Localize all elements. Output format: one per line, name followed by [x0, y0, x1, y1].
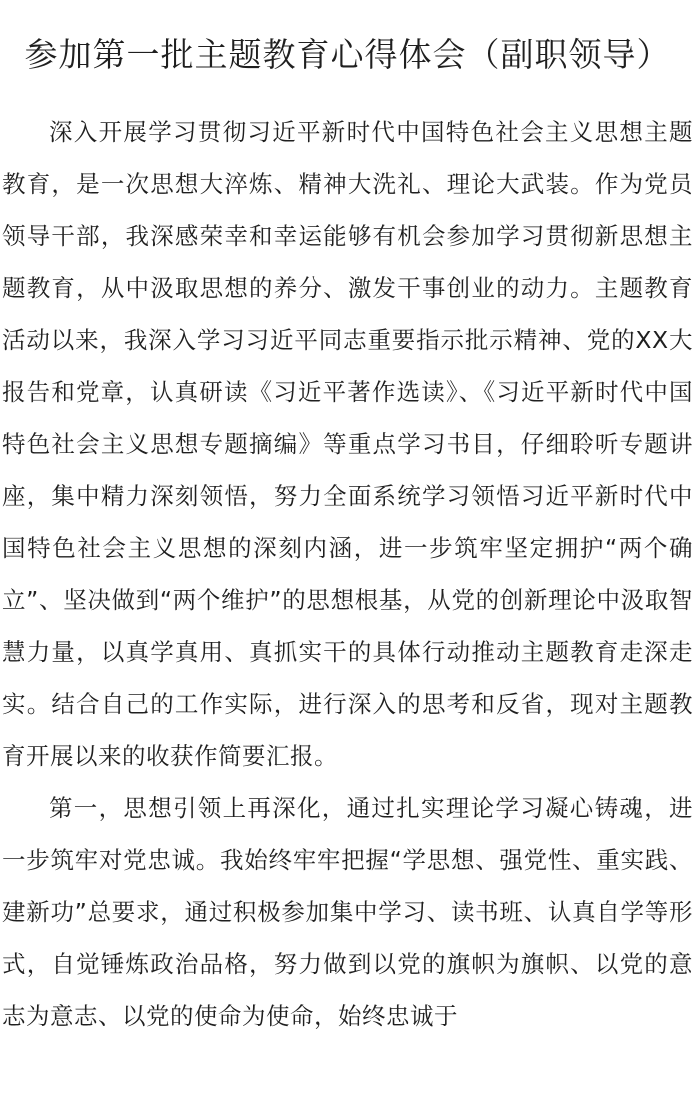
paragraph-first-point: 第一，思想引领上再深化，通过扎实理论学习凝心铸魂，进一步筑牢对党忠诚。我始终牢牢把握“学思想、强党性、重实践、建新功”总要求，通过积极参加集中学习、读书班、认真自学等形式，自觉锤炼政治品格，努力做到以党的旗帜为旗帜、以党的意志为意志、以党的使命为使命，始终忠诚于 — [2, 794, 693, 1030]
document-title: 参加第一批主题教育心得体会（副职领导） — [24, 35, 671, 74]
paragraph-intro: 深入开展学习贯彻习近平新时代中国特色社会主义思想主题教育，是一次思想大淬炼、精神大洗礼、理论大武装。作为党员领导干部，我深感荣幸和幸运能够有机会参加学习贯彻新思想主题教育，从中汲取思想的养分、激发干事创业的动力。主题教育活动以来，我深入学习习近平同志重要指示批示精神、党的XX大报告和党章，认真研读《习近平著作选读》、《习近平新时代中国特色社会主义思想专题摘编》等重点学习书目，仔细聆听专题讲座，集中精力深刻领悟，努力全面系统学习领悟习近平新时代中国特色社会主义思想的深刻内涵，进一步筑牢坚定拥护“两个确立”、坚决做到“两个维护”的思想根基，从党的创新理论中汲取智慧力量，以真学真用、真抓实干的具体行动推动主题教育走深走实。结合自己的工作实际，进行深入的思考和反省，现对主题教育开展以来的收获作简要汇报。 — [2, 118, 693, 770]
document-body — [2, 106, 693, 1042]
